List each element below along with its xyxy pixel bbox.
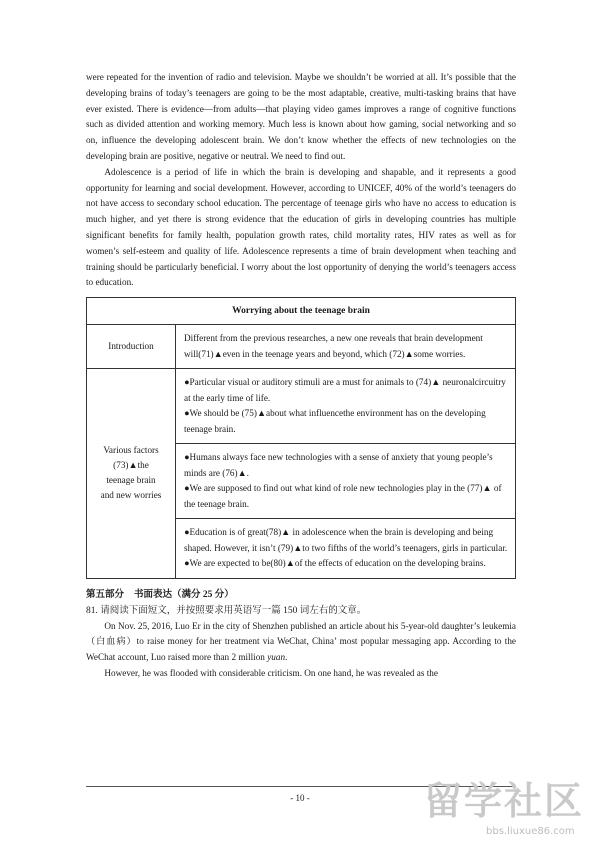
blank-74[interactable]: ▲ — [431, 377, 441, 388]
introduction-cell: Different from the previous researches, a new one reveals that brain development will(71)▲even in the teenage years and beyond, which (72)▲some worries. — [176, 325, 516, 369]
document-page — [86, 70, 516, 682]
page-number: - 10 - — [290, 793, 310, 803]
blank-72[interactable]: ▲ — [404, 348, 414, 359]
watermark-text: 留学社区 — [424, 779, 585, 823]
blank-73[interactable]: ▲ — [128, 460, 138, 471]
factors-cell-2: ●Humans always face new technologies with a sense of anxiety that young people’s minds are (76)▲. ●We are supposed to find out what kind of role new technologies play in the (77)▲ of the teenage brain. — [176, 444, 516, 519]
section-5-heading — [86, 587, 516, 603]
row-label-introduction: Introduction — [87, 325, 176, 369]
blank-80[interactable]: ▲ — [285, 558, 295, 569]
section-5-label: 第五部分 — [86, 589, 125, 600]
blank-76[interactable]: ▲ — [237, 467, 247, 478]
blank-79[interactable]: ▲ — [293, 542, 303, 553]
blank-71[interactable]: ▲ — [213, 348, 223, 359]
row-label-various-factors: Various factors (73)▲the teenage brain and new worries — [87, 369, 176, 579]
factors-cell-3: ●Education is of great(78)▲ in adolescence when the brain is developing and being shaped. However, it isn’t (79)▲to two fifths of the world’s teenagers, girls in particular. ●We are expected to be(80)▲of the effects of education on the developing brains. — [176, 519, 516, 579]
factors-cell-1: ●Particular visual or auditory stimuli are a must for animals to (74)▲ neuronalcircuitry at the early time of life. ●We should be (75)▲about what influencethe environment has on the developing teenage brain. — [176, 369, 516, 444]
watermark-url: bbs.liuxue86.com — [486, 826, 575, 837]
watermark-logo — [424, 770, 594, 848]
blank-77[interactable]: ▲ — [482, 483, 492, 494]
summary-table — [86, 297, 516, 579]
passage-paragraph-1: were repeated for the invention of radio and television. Maybe we shouldn’t be worried at all. It’s possible that the developing brains of today’s teenagers are going to be the most adaptable, creative, multi-tasking brains that have ever existed. There is evidence—from adults—that playing video games improves a range of cognitive functions such as divided attention and working memory. Much less is known about how gaming, social networking and so on, influence the developing adolescent brain. We don’t know whether the effects of new technologies on the developing brain are positive, negative or neutral. We need to find out. — [86, 72, 516, 161]
blank-75[interactable]: ▲ — [256, 408, 267, 419]
table-title: Worrying about the teenage brain — [87, 298, 516, 325]
passage-paragraph-2: Adolescence is a period of life in which the brain is developing and shapable, and it represents a good opportunity for learning and social development. However, according to UNICEF, 40% of the world’s teenagers do not have access to secondary school education. The percentage of teenage girls who have no access to education is much higher, and yet there is strong evidence that the education of girls in developing countries has multiple significant benefits for family health, population growth rates, child mortality rates, HIV rates as well as for women’s self-esteem and quality of life. Adolescence represents a time of brain development when teaching and training should be particularly beneficial. I worry about the lost opportunity of denying the world’s teenagers access to education. — [86, 166, 516, 288]
task-paragraph-1: On Nov. 25, 2016, Luo Er in the city of Shenzhen published an article about his 5-year-old daughter’s leukemia（白血病）to raise money for her treatment via WeChat, China’ most popular messaging app. According to the WeChat account, Luo raised more than 2 million yuan. — [86, 620, 516, 663]
task-paragraph-2: However, he was flooded with considerable criticism. On one hand, he was revealed as the — [104, 668, 438, 679]
task-instruction: 81. 请阅读下面短文，并按照要求用英语写一篇 150 词左右的文章。 — [86, 605, 367, 616]
section-5-title: 书面表达（满分 25 分） — [134, 589, 234, 600]
blank-78[interactable]: ▲ — [281, 527, 291, 538]
